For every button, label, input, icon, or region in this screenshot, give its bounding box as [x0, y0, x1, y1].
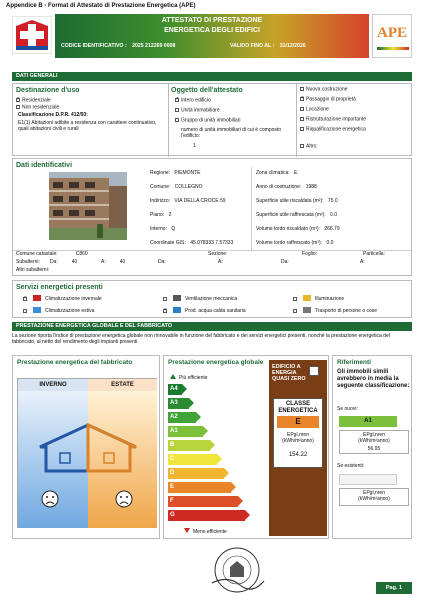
piano-value: 2 [168, 212, 172, 218]
altro-label: Altro: [306, 143, 318, 150]
se-esistenti-label: Se esistenti: [337, 463, 365, 469]
comune-value: COLLEGNO [174, 184, 203, 190]
a-label-3: A: [360, 259, 365, 265]
servizio-label-6: Trasporto di persone o cose [315, 308, 378, 314]
header-banner [55, 14, 369, 58]
piu-efficiente-label: Più efficiente [179, 375, 208, 381]
vol-risc-value: 266.79 [324, 226, 340, 232]
page-number: Pag. 1 [376, 582, 412, 594]
classe-value: E [277, 416, 319, 428]
sup-risc-label: Superficie utile riscaldata (m²): [256, 198, 324, 204]
esistenti-class [339, 474, 397, 485]
globale-panel [163, 355, 329, 539]
bulb-icon [303, 295, 311, 301]
meno-efficiente-label: Meno efficiente [193, 529, 227, 535]
ape-logo-text: APE [377, 25, 407, 41]
unita-immobiliare-checkbox[interactable] [175, 108, 179, 112]
class-arrow-e: E [168, 482, 231, 493]
da-label: Da: [50, 259, 58, 265]
locazione-checkbox[interactable] [300, 107, 304, 111]
unita-immobiliare-label: Unità immobiliare [181, 107, 220, 114]
class-arrow-f: F [168, 496, 238, 507]
se-nuovi-label: Se nuovi: [337, 406, 358, 412]
class-arrow-a4: A4 [168, 384, 182, 395]
riqualificazione-checkbox[interactable] [300, 127, 304, 131]
dati-identificativi-title: Dati identificativi [16, 162, 73, 169]
house-icon [32, 423, 144, 473]
passaggio-proprieta-label: Passaggio di proprietà [306, 96, 356, 103]
particella-label: Particella: [363, 251, 385, 257]
sad-face-winter-icon [40, 489, 60, 509]
radiator-icon [33, 295, 41, 301]
servizio-label-3: Illuminazione [315, 296, 345, 302]
epgl-unit: (kWh/m²anno) [282, 438, 314, 444]
header-title-2: ENERGETICA DEGLI EDIFICI [164, 27, 260, 34]
interno-value: Q [171, 226, 176, 232]
regione-value: PIEMONTE [174, 170, 201, 176]
a-label-2: A: [218, 259, 223, 265]
residenziale-checkbox[interactable] [16, 98, 20, 102]
nuovi-ep-box [339, 430, 409, 454]
residenziale-label: Residenziale [22, 97, 51, 104]
esistenti-ep-label: EPgl,nren [363, 490, 385, 496]
anno-value: 1988 [305, 184, 317, 190]
zona-value: E [294, 170, 298, 176]
anno-label: Anno di costruzione: [256, 184, 302, 190]
appendix-title: Appendice B - Format di Attestato di Prestazione Energetica (APE) [6, 3, 196, 9]
servizi-box [12, 280, 412, 318]
intero-edificio-label: Intero edificio [181, 97, 211, 104]
globale-title: Prestazione energetica globale [168, 359, 264, 366]
fabbricato-chart [17, 378, 157, 528]
servizi-title: Servizi energetici presenti [16, 284, 103, 291]
a-value: 40 [119, 259, 126, 265]
arrow-down-icon [184, 528, 190, 533]
comune-catastale-value: C860 [75, 251, 88, 257]
classificazione-text: E1(1) Abitazioni adibite a residenza con carattere continuativo, quali abitazioni civili e rurali [18, 120, 157, 132]
numero-unita-label: numero di unità immobiliari di cui è composto l'edificio: [181, 127, 282, 139]
class-arrow-d: D [168, 468, 224, 479]
intero-edificio-checkbox[interactable] [175, 98, 179, 102]
esistenti-ep-unit: (kWh/m²anno) [358, 495, 390, 502]
class-arrow-a3: A3 [168, 398, 189, 409]
fabbricato-panel [12, 355, 160, 539]
zona-label: Zona climatica: [256, 170, 290, 176]
vol-raff-value: 0.0 [326, 240, 334, 246]
epgl-label: EPgl,nren [287, 432, 309, 438]
dati-identificativi-box [12, 158, 412, 276]
sup-risc-value: 75.0 [327, 198, 338, 204]
class-arrow-b: B [168, 440, 210, 451]
gruppo-unita-label: Gruppo di unità immobiliari [181, 117, 241, 124]
coordinate-value: 45.078333 7.57333 [190, 240, 234, 246]
non-residenziale-label: Non residenziale [22, 104, 60, 111]
nzeb-label: EDIFICIO A ENERGIA QUASI ZERO [272, 364, 306, 383]
destinazione-title: Destinazione d'uso [16, 87, 80, 94]
vol-raff-label: Volume lordo raffrescato (m³): [256, 240, 323, 246]
classificazione-label: Classificazione D.P.R. 412/93: [18, 112, 88, 118]
da-value: 40 [71, 259, 78, 265]
ape-logo [372, 14, 412, 58]
divider [168, 84, 169, 157]
oggetto-title: Oggetto dell'attestato [171, 87, 243, 94]
class-scale [168, 384, 268, 524]
sezione-label: Sezione: [208, 251, 228, 257]
da-label-2: Da: [158, 259, 166, 265]
header [12, 14, 412, 58]
nuovi-ep-unit: (kWh/m²anno) [358, 437, 390, 444]
header-title-1: ATTESTATO DI PRESTAZIONE [161, 17, 263, 24]
prestazione-intro: La sezione riporta l'indice di prestazione energetica globale non rinnovabile in funzione del fabbricato e dei servizi energetici presenti, nonché la prestazione energetica del fabbricato, al netto del rendimento degli impianti presenti. [12, 333, 390, 345]
altri-subalterni-label: Altri subalterni: [16, 267, 50, 273]
servizio-checkbox-6[interactable] [293, 309, 297, 313]
building-photo [49, 172, 127, 240]
nuova-costruzione-label: Nuova costruzione [306, 86, 348, 93]
nuovi-ep-value: 56.95 [367, 445, 381, 452]
valid-value: 31/12/2026 [279, 43, 306, 49]
class-arrow-c: C [168, 454, 217, 465]
nuovi-ep-label: EPgl,nren [363, 432, 385, 438]
code-label: CODICE IDENTIFICATIVO : [61, 43, 127, 49]
numero-unita-value: 1 [193, 143, 196, 149]
comune-catastale-label: Comune catastale: [16, 251, 58, 257]
altro-checkbox[interactable] [300, 144, 304, 148]
servizio-checkbox-3[interactable] [293, 297, 297, 301]
dati-generali-box [12, 83, 412, 156]
divider [251, 167, 252, 251]
valid-label: VALIDO FINO AL : [230, 43, 275, 49]
indirizzo-value: VIA DELLA CROCE 59 [174, 198, 226, 204]
comune-label: Comune: [150, 184, 171, 190]
code-value: 2025 212269 0008 [132, 43, 176, 49]
interno-label: Interno: [150, 226, 167, 232]
fan-icon [173, 295, 181, 301]
servizio-checkbox-5[interactable] [163, 309, 167, 313]
servizio-label-4: Climatizzazione estiva [45, 308, 95, 314]
vol-risc-label: Volume lordo riscaldato (m³): [256, 226, 320, 232]
faucet-icon [173, 307, 181, 313]
arrow-up-icon [170, 374, 176, 379]
foglio-label: Foglio: [302, 251, 318, 257]
a-label: A: [101, 259, 106, 265]
subalterni-label: Subalterni: [16, 259, 40, 265]
epgl-value: 154.22 [288, 452, 308, 458]
riferimenti-sub: Gli immobili simili avrebbero in media la seguente classificazione: [337, 369, 410, 390]
prestazione-bar: PRESTAZIONE ENERGETICA GLOBALE E DEL FABBRICATO [12, 322, 412, 331]
gruppo-unita-checkbox[interactable] [175, 118, 179, 122]
esistenti-ep-box [339, 488, 409, 506]
class-arrow-g: G [168, 510, 245, 521]
sup-raff-label: Superficie utile raffrescata (m²): [256, 212, 326, 218]
servizio-checkbox-1[interactable] [23, 297, 27, 301]
riferimenti-title: Riferimenti [337, 359, 371, 366]
locazione-label: Locazione [306, 106, 329, 113]
professional-stamp [208, 545, 266, 595]
classe-column [269, 360, 327, 536]
region-flag-icon [12, 16, 52, 54]
inverno-label: INVERNO [18, 379, 88, 391]
ape-logo-stripe [377, 47, 409, 50]
passaggio-proprieta-checkbox[interactable] [300, 97, 304, 101]
regione-label: Regione: [150, 170, 171, 176]
ristrutturazione-checkbox[interactable] [300, 117, 304, 121]
nuovi-class: A1 [339, 416, 397, 427]
estate-label: ESTATE [88, 379, 157, 391]
servizio-checkbox-4[interactable] [23, 309, 27, 313]
classe-box [273, 398, 323, 468]
nuova-costruzione-checkbox[interactable] [300, 87, 304, 91]
dati-generali-bar: DATI GENERALI [12, 72, 412, 81]
servizio-label-2: Ventilazione meccanica [185, 296, 238, 302]
piano-label: Piano: [150, 212, 165, 218]
snowflake-icon [33, 307, 41, 313]
da-label-3: Da: [281, 259, 289, 265]
classe-title: CLASSE ENERGETICA [278, 401, 318, 414]
riferimenti-panel [332, 355, 412, 539]
riqualificazione-label: Riqualificazione energetica [306, 126, 366, 133]
ristrutturazione-label: Ristrutturazione importante [306, 116, 367, 123]
divider [296, 84, 297, 157]
sad-face-summer-icon [114, 489, 134, 509]
elevator-icon [303, 307, 311, 313]
servizio-label-5: Prod. acqua calda sanitaria [185, 308, 246, 314]
indirizzo-label: Indirizzo: [150, 198, 171, 204]
non-residenziale-checkbox[interactable] [16, 105, 20, 109]
nzeb-checkbox[interactable] [309, 366, 319, 376]
class-arrow-a2: A2 [168, 412, 196, 423]
servizio-checkbox-2[interactable] [163, 297, 167, 301]
class-arrow-a1: A1 [168, 426, 203, 437]
coordinate-label: Coordinate GIS: [150, 240, 186, 246]
servizio-label-1: Climatizzazione invernale [45, 296, 102, 302]
fabbricato-title: Prestazione energetica del fabbricato [17, 359, 133, 366]
sup-raff-value: 0.0 [330, 212, 337, 218]
